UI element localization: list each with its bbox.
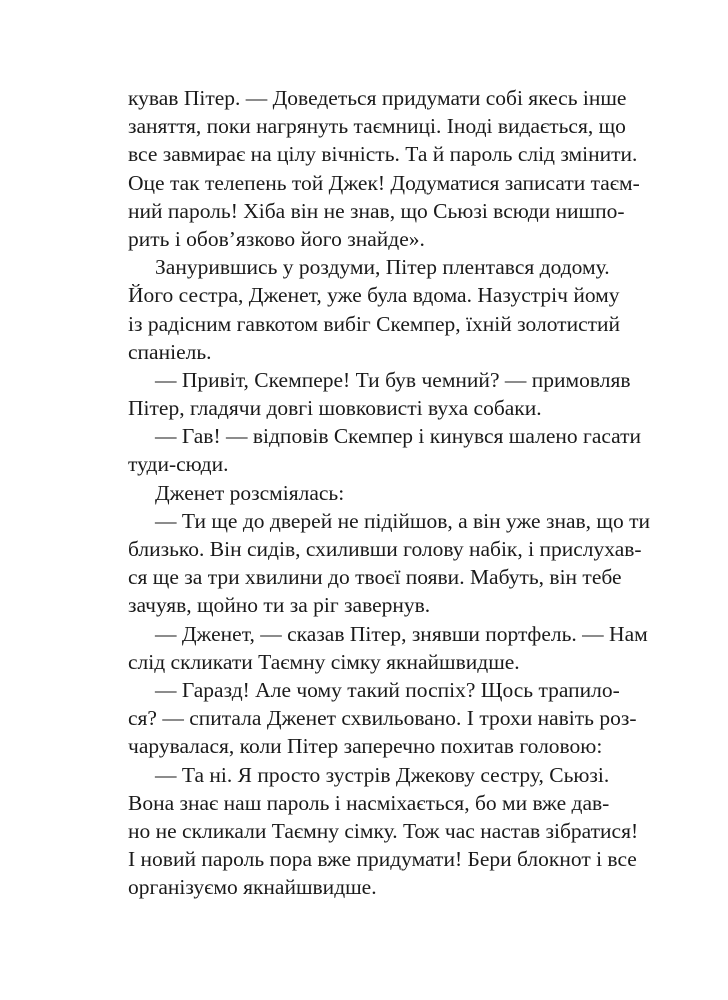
text-line: все завмирає на цілу вічність. Та й пароль слід змінити. bbox=[128, 142, 638, 167]
text-line: спаніель. bbox=[128, 339, 212, 364]
text-line: організуємо якнайшвидше. bbox=[128, 875, 377, 900]
text-line: — Гаразд! Але чому такий поспіх? Щось трапило- bbox=[155, 677, 620, 702]
text-line: туди-сюди. bbox=[128, 452, 229, 477]
text-line: Пітер, гладячи довгі шовковисті вуха собаки. bbox=[128, 396, 542, 421]
text-line: чарувалася, коли Пітер заперечно похитав головою: bbox=[128, 734, 603, 759]
text-line: кував Пітер. — Доведеться придумати собі якесь інше bbox=[128, 86, 627, 110]
book-page-text bbox=[128, 84, 651, 901]
text-line: Дженет розсміялась: bbox=[155, 480, 345, 505]
text-line: Вона знає наш пароль і насміхається, бо ми вже дав- bbox=[128, 790, 610, 815]
text-line: — Привіт, Скемпере! Ти був чемний? — примовляв bbox=[155, 367, 631, 392]
text-line: заняття, поки нагрянуть таємниці. Іноді видається, що bbox=[128, 114, 626, 139]
text-line: — Ти ще до дверей не підійшов, а він уже знав, що ти bbox=[155, 508, 651, 533]
text-line: слід скликати Таємну сімку якнайшвидше. bbox=[128, 649, 520, 674]
text-line: Занурившись у роздуми, Пітер плентався додому. bbox=[155, 255, 610, 280]
text-line: — Та ні. Я просто зустрів Джекову сестру, Сьюзі. bbox=[155, 762, 610, 787]
text-line: ний пароль! Хіба він не знав, що Сьюзі всюди нишпо- bbox=[128, 198, 625, 223]
text-line: ся ще за три хвилини до твоєї появи. Мабуть, він тебе bbox=[128, 565, 622, 590]
text-line: Його сестра, Дженет, уже була вдома. Назустріч йому bbox=[128, 283, 620, 308]
text-line: но не скликали Таємну сімку. Тож час настав зібратися! bbox=[128, 818, 639, 843]
text-line: із радісним гавкотом вибіг Скемпер, їхній золотистий bbox=[128, 311, 621, 336]
text-line: — Гав! — відповів Скемпер і кинувся шалено гасати bbox=[155, 424, 642, 449]
text-line: — Дженет, — сказав Пітер, знявши портфель. — Нам bbox=[155, 621, 648, 646]
text-line: ся? — спитала Дженет схвильовано. І трохи навіть роз- bbox=[128, 706, 637, 731]
text-line: Оце так телепень той Джек! Додуматися записати таєм- bbox=[128, 170, 640, 195]
text-line: зачуяв, щойно ти за ріг завернув. bbox=[128, 593, 431, 618]
text-line: І новий пароль пора вже придумати! Бери блокнот і все bbox=[128, 847, 637, 872]
text-line: близько. Він сидів, схиливши голову набік, і прислухав- bbox=[128, 537, 642, 561]
text-line: рить і обов’язково його знайде». bbox=[128, 226, 425, 251]
